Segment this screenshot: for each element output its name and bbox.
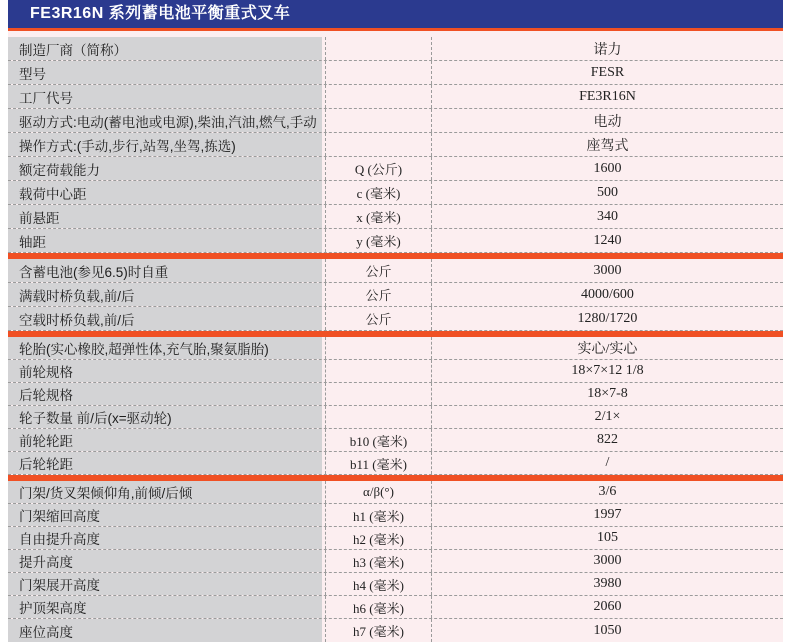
- spec-value: 3000: [593, 553, 622, 568]
- spec-value: 3000: [593, 262, 622, 278]
- spec-unit: h1 (毫米): [325, 504, 432, 526]
- spec-label: 座位高度: [8, 619, 322, 642]
- spec-unit: h3 (毫米): [325, 550, 432, 572]
- table-row: [8, 229, 783, 253]
- spec-value: 1600: [593, 160, 622, 176]
- spec-label: 自由提升高度: [8, 527, 322, 549]
- spec-value: 2/1×: [594, 409, 621, 424]
- table-row: [8, 205, 783, 229]
- spec-label: 轮胎(实心橡胶,超弹性体,充气胎,聚氨脂胎): [8, 337, 322, 359]
- spec-value: 3980: [593, 576, 622, 591]
- spec-value: 500: [597, 184, 618, 200]
- spec-value: 1280/1720: [577, 310, 638, 326]
- table-section: [8, 337, 783, 475]
- spec-value: 座驾式: [586, 138, 629, 154]
- table-row: [8, 596, 783, 619]
- spec-unit: [325, 133, 432, 156]
- table-row: [8, 360, 783, 383]
- spec-value: /: [605, 455, 610, 470]
- spec-value: 340: [597, 208, 618, 224]
- spec-unit: [325, 337, 432, 359]
- spec-unit: [325, 61, 432, 84]
- table-row: [8, 406, 783, 429]
- table-row: [8, 283, 783, 307]
- spec-table: [8, 31, 783, 642]
- table-row: [8, 61, 783, 85]
- table-row: [8, 37, 783, 61]
- spec-value: 2060: [593, 599, 622, 614]
- spec-label: 满载时桥负载,前/后: [8, 283, 322, 306]
- spec-unit: h2 (毫米): [325, 527, 432, 549]
- spec-label: 空载时桥负载,前/后: [8, 307, 322, 330]
- spec-table-body: [8, 37, 783, 642]
- spec-label: 型号: [8, 61, 322, 84]
- table-row: [8, 619, 783, 642]
- table-row: [8, 337, 783, 360]
- table-row: [8, 452, 783, 475]
- spec-value: 822: [597, 432, 618, 447]
- spec-label: 额定荷载能力: [8, 157, 322, 180]
- spec-unit: b11 (毫米): [325, 452, 432, 474]
- spec-value: 18×7-8: [587, 386, 628, 401]
- spec-label: 含蓄电池(参见6.5)时自重: [8, 259, 322, 282]
- table-row: [8, 85, 783, 109]
- spec-unit: α/β(°): [325, 481, 432, 503]
- spec-unit: h6 (毫米): [325, 596, 432, 618]
- spec-label: 门架展开高度: [8, 573, 322, 595]
- spec-value: 4000/600: [581, 286, 634, 302]
- spec-unit: x (毫米): [325, 205, 432, 228]
- table-row: [8, 157, 783, 181]
- spec-unit: [325, 383, 432, 405]
- table-section: [8, 37, 783, 253]
- table-row: [8, 429, 783, 452]
- table-row: [8, 109, 783, 133]
- spec-unit: 公斤: [325, 307, 432, 330]
- table-row: [8, 181, 783, 205]
- spec-unit: [325, 406, 432, 428]
- spec-unit: c (毫米): [325, 181, 432, 204]
- table-section: [8, 481, 783, 642]
- table-row: [8, 383, 783, 406]
- spec-unit: [325, 109, 432, 132]
- spec-unit: [325, 37, 432, 60]
- spec-label: 操作方式:(手动,步行,站驾,坐驾,拣选): [8, 133, 322, 156]
- spec-label: 轮子数量 前/后(x=驱动轮): [8, 406, 322, 428]
- spec-unit: [325, 360, 432, 382]
- spec-value: 105: [597, 530, 618, 545]
- table-section: [8, 259, 783, 331]
- spec-label: 轴距: [8, 229, 322, 252]
- spec-unit: 公斤: [325, 283, 432, 306]
- spec-label: 前悬距: [8, 205, 322, 228]
- spec-value: 18×7×12 1/8: [571, 363, 644, 378]
- spec-label: 制造厂商（简称）: [8, 37, 322, 60]
- spec-label: 前轮规格: [8, 360, 322, 382]
- table-row: [8, 573, 783, 596]
- page-title: FE3R16N 系列蓄电池平衡重式叉车: [8, 0, 783, 28]
- spec-value: 1997: [593, 507, 622, 522]
- table-row: [8, 307, 783, 331]
- spec-label: 门架缩回高度: [8, 504, 322, 526]
- spec-label: 工厂代号: [8, 85, 322, 108]
- spec-label: 后轮轮距: [8, 452, 322, 474]
- spec-value: 3/6: [598, 484, 617, 499]
- spec-unit: h7 (毫米): [325, 619, 432, 642]
- spec-unit: b10 (毫米): [325, 429, 432, 451]
- spec-value: 1050: [593, 622, 622, 638]
- spec-unit: y (毫米): [325, 229, 432, 252]
- spec-label: 载荷中心距: [8, 181, 322, 204]
- table-row: [8, 504, 783, 527]
- table-row: [8, 550, 783, 573]
- table-row: [8, 527, 783, 550]
- spec-label: 护顶架高度: [8, 596, 322, 618]
- spec-unit: 公斤: [325, 259, 432, 282]
- spec-value: 电动: [593, 114, 622, 130]
- spec-value: FE3R16N: [579, 88, 636, 104]
- table-row: [8, 259, 783, 283]
- spec-unit: Q (公斤): [325, 157, 432, 180]
- spec-label: 后轮规格: [8, 383, 322, 405]
- table-row: [8, 133, 783, 157]
- spec-value: 实心/实心: [577, 342, 638, 357]
- spec-value: 1240: [593, 232, 622, 248]
- spec-value: FESR: [590, 64, 625, 80]
- spec-unit: h4 (毫米): [325, 573, 432, 595]
- spec-label: 前轮轮距: [8, 429, 322, 451]
- spec-unit: [325, 85, 432, 108]
- spec-label: 门架/货叉架倾仰角,前倾/后倾: [8, 481, 322, 503]
- spec-label: 驱动方式:电动(蓄电池或电源),柴油,汽油,燃气,手动: [8, 109, 322, 132]
- table-row: [8, 481, 783, 504]
- spec-label: 提升高度: [8, 550, 322, 572]
- spec-value: 诺力: [593, 42, 622, 58]
